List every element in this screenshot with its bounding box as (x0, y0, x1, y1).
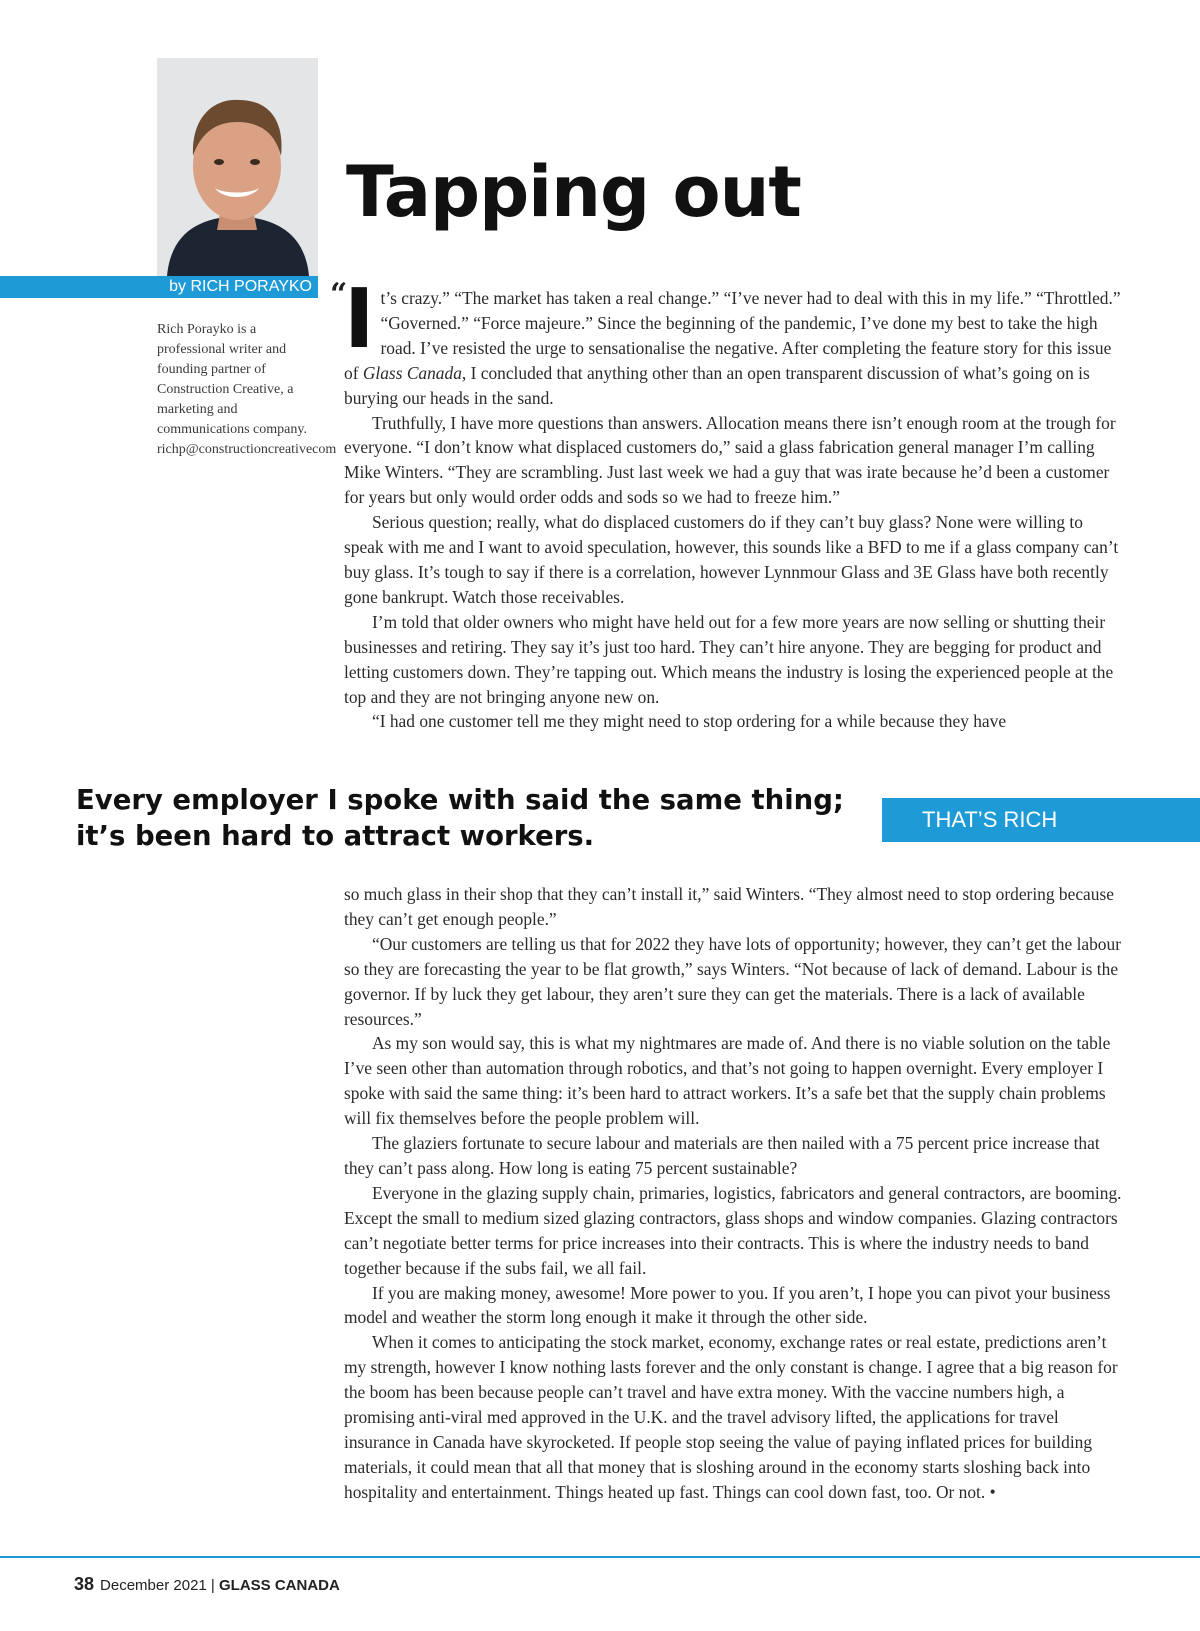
issue-date: December 2021 | (100, 1577, 219, 1594)
column-tag (882, 798, 1200, 842)
author-portrait-icon (157, 58, 318, 276)
body-paragraph: As my son would say, this is what my nightmares are made of. And there is no viable solution on the table I’ve seen other than automation through robotics, and that’s not going to happen overnight. Every employer I spoke with said the same thing: it’s been hard to attract workers. It’s a safe bet that the supply chain problems will fix themselves before the people problem will. (344, 1033, 1111, 1129)
lead-text-end: , I concluded that anything other than an open transparent discussion of what’s going on is burying our heads in the sand. (344, 362, 1090, 408)
body-paragraph: When it comes to anticipating the stock market, economy, exchange rates or real estate, predictions aren’t my strength, however I know nothing lasts forever and the only constant is change. I agree that a big reason for the boom has been because people can’t travel and have extra money. With the vaccine numbers high, a promising anti-viral med approved in the U.K. and the travel advisory lifted, the applications for travel insurance in Canada have skyrocketed. If people stop seeing the value of paying inflated prices for building materials, it could mean that all that money that is sloshing around in the economy starts sloshing back into hospitality and entertainment. Things heated up fast. Things can cool down fast, too. Or not. • (344, 1332, 1118, 1502)
column-tag-label: THAT’S RICH (922, 807, 1058, 832)
lead-text: t’s crazy.” “The market has taken a real change.” “I’ve never had to deal with this in my life.” “Throttled.” “Governed.” “Force majeure.” Since the beginning of the pandemic, I’ve done my best to take the high road. I’ve resisted the urge to sensationalise the negative. After completing the feature story for this issue of (344, 288, 1121, 383)
article-title: Tapping out (346, 151, 801, 233)
page-footer (74, 1574, 340, 1596)
publication-name: Glass Canada (362, 362, 462, 383)
body-paragraph: “I had one customer tell me they might need to stop ordering for a while because they have (372, 711, 1007, 732)
body-paragraph: Truthfully, I have more questions than answers. Allocation means there isn’t enough room at the trough for everyone. “I don’t know what displaced customers do,” said a glass fabrication general manager I’m calling Mike Winters. “They are scrambling. Just last week we had a guy that was irate because he’d been a customer for years but only would order odds and sods so we had to freeze him.” (344, 412, 1116, 508)
drop-cap: I (344, 272, 375, 367)
continuation-paragraph: so much glass in their shop that they can’t install it,” said Winters. “They almost need to stop ordering because they can’t get enough people.” (344, 884, 1114, 929)
body-paragraph: If you are making money, awesome! More power to you. If you aren’t, I hope you can pivot your business model and weather the storm long enough it make it through the other side. (344, 1282, 1111, 1328)
pull-quote (76, 782, 876, 854)
lead-paragraph (344, 272, 1126, 411)
author-photo (157, 58, 318, 276)
pull-quote-line: Every employer I spoke with said the same thing; (76, 784, 844, 816)
body-paragraph: I’m told that older owners who might have held out for a few more years are now selling or shutting their businesses and retiring. They say it’s just too hard. They can’t hire anyone. They are begging for product and letting customers down. They’re tapping out. Which means the industry is losing the experienced people at the top and they are not bringing anyone new on. (344, 611, 1114, 707)
body-column-bottom (344, 882, 1126, 1505)
body-column-top (344, 272, 1126, 734)
pull-quote-line: it’s been hard to attract workers. (76, 820, 595, 852)
open-quote-mark: “ (330, 277, 348, 312)
byline: by RICH PORAYKO (169, 278, 312, 295)
page-number: 38 (74, 1574, 95, 1594)
body-paragraph: Serious question; really, what do displaced customers do if they can’t buy glass? None were willing to speak with me and I want to avoid speculation, however, this sounds like a BFD to me if a glass company can’t buy glass. It’s tough to say if there is a correlation, however Lynnmour Glass and 3E Glass have both recently gone bankrupt. Watch those receivables. (344, 512, 1119, 607)
author-bio: Rich Porayko is a professional writer and founding partner of Construction Creative, a marketing and communications company. richp@constructioncreativecom (157, 322, 337, 457)
footer-rule (0, 1556, 1200, 1558)
publication-title: GLASS CANADA (219, 1577, 340, 1594)
body-paragraph: Everyone in the glazing supply chain, primaries, logistics, fabricators and general contractors, are booming. Except the small to medium sized glazing contractors, glass shops and window companies. Glazing contractors can’t negotiate better terms for price increases into their contracts. This is where the industry needs to band together because if the subs fail, we all fail. (344, 1182, 1122, 1278)
byline-bar (0, 276, 318, 298)
body-paragraph: The glaziers fortunate to secure labour and materials are then nailed with a 75 percent price increase that they can’t pass along. How long is eating 75 percent sustainable? (344, 1133, 1100, 1178)
body-paragraph: “Our customers are telling us that for 2022 they have lots of opportunity; however, they can’t get the labour so they are forecasting the year to be flat growth,” says Winters. “Not because of lack of demand. Labour is the governor. If by luck they get labour, they aren’t sure they can get the materials. There is a lack of available resources.” (344, 933, 1121, 1029)
